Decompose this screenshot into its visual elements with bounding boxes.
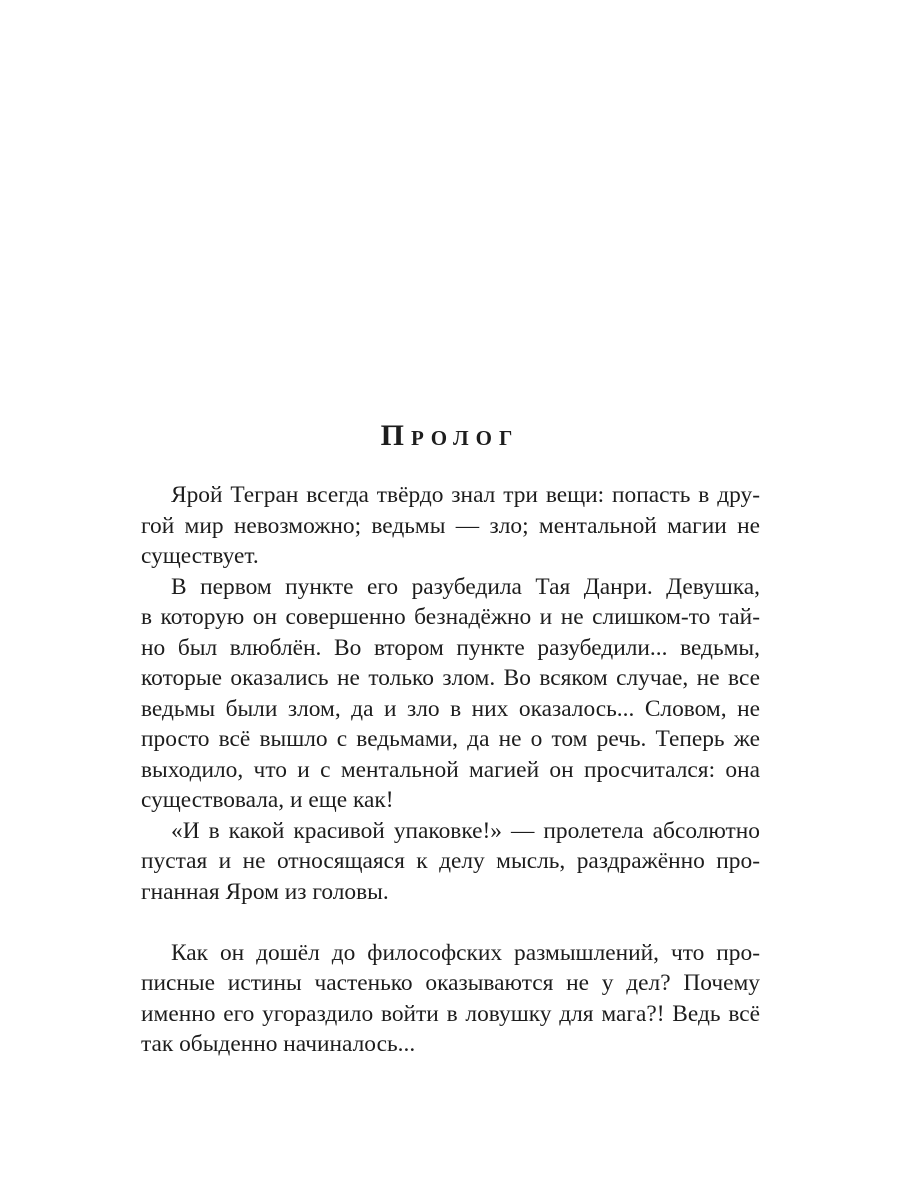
paragraph-2 (141, 572, 760, 816)
text-line: Как он дошёл до философских размышлений, что про- (171, 939, 760, 966)
paragraph-4 (141, 938, 760, 1060)
text-line: В первом пункте его разубедила Тая Данри. Девушка, (171, 573, 760, 600)
text-line: писные истины частенько оказываются не у дел? Почему (141, 970, 760, 996)
text-line: гнанная Яром из головы. (141, 878, 389, 905)
paragraph-3 (141, 816, 760, 908)
text-line: которые оказались не только злом. Во всяком случае, не все (141, 665, 760, 691)
chapter-body (141, 480, 760, 1060)
text-line: пустая и не относящаяся к делу мысль, раздражённо про- (141, 848, 760, 874)
text-line: но был влюблён. Во втором пункте разубедили... ведьмы, (141, 634, 760, 661)
text-line: существовала, и еще как! (141, 787, 394, 813)
text-line: гой мир невозможно; ведьмы — зло; ментальной магии не (141, 512, 760, 539)
paragraph-1 (141, 480, 760, 572)
chapter-title: Пролог (380, 419, 520, 452)
text-line: выходило, что и с ментальной магией он просчитался: она (141, 756, 760, 783)
text-line: просто всё вышло с ведьмами, да не о том речь. Теперь же (141, 726, 760, 752)
text-line: ведьмы были злом, да и зло в них оказалось... Словом, не (141, 695, 760, 722)
text-line: Ярой Тегран всегда твёрдо знал три вещи: попасть в дру- (171, 482, 760, 508)
text-line: «И в какой красивой упаковке!» — пролетела абсолютно (171, 817, 760, 844)
section-break (141, 907, 760, 938)
text-line: в которую он совершенно безнадёжно и не слишком-то тай- (141, 604, 760, 630)
text-line: именно его угораздило войти в ловушку для мага?! Ведь всё (141, 1000, 760, 1027)
text-line: существует. (141, 543, 259, 569)
text-line: так обыденно начиналось... (141, 1031, 416, 1057)
